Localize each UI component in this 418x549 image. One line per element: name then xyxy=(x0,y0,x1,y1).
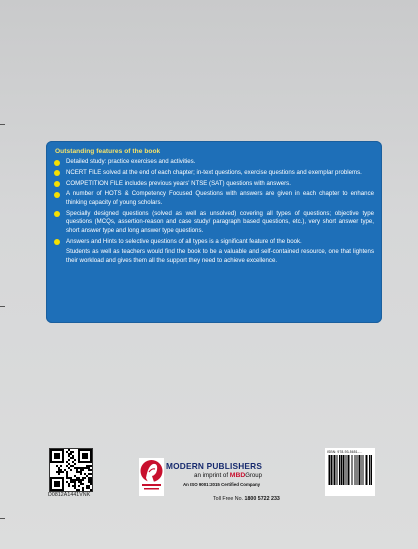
crop-mark xyxy=(0,306,5,307)
tollfree-label: Toll Free No. xyxy=(213,496,244,502)
publisher-imprint xyxy=(194,472,262,479)
bullet-icon xyxy=(54,192,60,198)
feature-item xyxy=(54,190,374,207)
isbn-label: ISBN: 978-93-5651-... xyxy=(327,450,363,454)
tollfree-number: 1800 5722 233 xyxy=(244,496,280,502)
imprint-prefix: an imprint of xyxy=(194,472,229,479)
feature-item xyxy=(54,210,374,236)
mbd-brand: MBD xyxy=(229,472,246,479)
bullet-icon xyxy=(54,211,60,217)
publisher-logo xyxy=(139,458,164,496)
feature-text: NCERT FILE solved at the end of each chapter; in-text questions, exercise questions and exemplar problems. xyxy=(66,168,362,176)
publisher-name: MODERN PUBLISHERS xyxy=(166,461,263,471)
qr-code-image xyxy=(50,449,92,491)
feature-text: Specially designed questions (solved as well as unsolved) covering all types of questions; objective type questions (MCQs, assertion-reason and case study/ paragraph based questions, etc.), very short answer type, short answer type and long answer type questions. xyxy=(66,209,374,234)
bullet-icon xyxy=(54,239,60,245)
bullet-icon xyxy=(54,181,60,187)
publisher-block xyxy=(139,458,299,518)
feature-item xyxy=(54,158,374,167)
isbn-barcode xyxy=(327,455,373,487)
crop-mark xyxy=(0,518,5,519)
iso-certification: An ISO 9001:2015 Certified Company xyxy=(183,482,261,487)
feature-text: Answers and Hints to selective questions of all types is a significant feature of the book. xyxy=(66,237,302,245)
toll-free xyxy=(213,496,280,502)
feature-text: COMPETITION FILE includes previous years' NTSE (SAT) questions with answers. xyxy=(66,179,291,187)
isbn-barcode-box xyxy=(325,448,375,496)
product-code: D0812A1441VNK xyxy=(48,492,91,498)
bullet-icon xyxy=(54,170,60,176)
qr-code xyxy=(49,448,93,492)
feature-item xyxy=(54,169,374,178)
imprint-suffix: Group xyxy=(245,473,262,479)
feature-text: Detailed study: practice exercises and activities. xyxy=(66,158,196,165)
feature-item xyxy=(54,238,374,247)
features-heading: Outstanding features of the book xyxy=(55,148,161,155)
features-panel xyxy=(46,141,382,323)
features-closing-text: Students as well as teachers would find the book to be a valuable and self-contained resource, one that lightens their workload and gives them all the support they need to achieve excellence. xyxy=(66,248,374,265)
feature-text: A number of HOTS & Competency Focused Questions with answers are given in each chapter to enhance thinking capacity of young scholars. xyxy=(66,190,374,206)
bullet-icon xyxy=(54,160,60,166)
feature-item xyxy=(54,180,374,189)
feature-list xyxy=(54,158,374,246)
crop-mark xyxy=(0,124,5,125)
